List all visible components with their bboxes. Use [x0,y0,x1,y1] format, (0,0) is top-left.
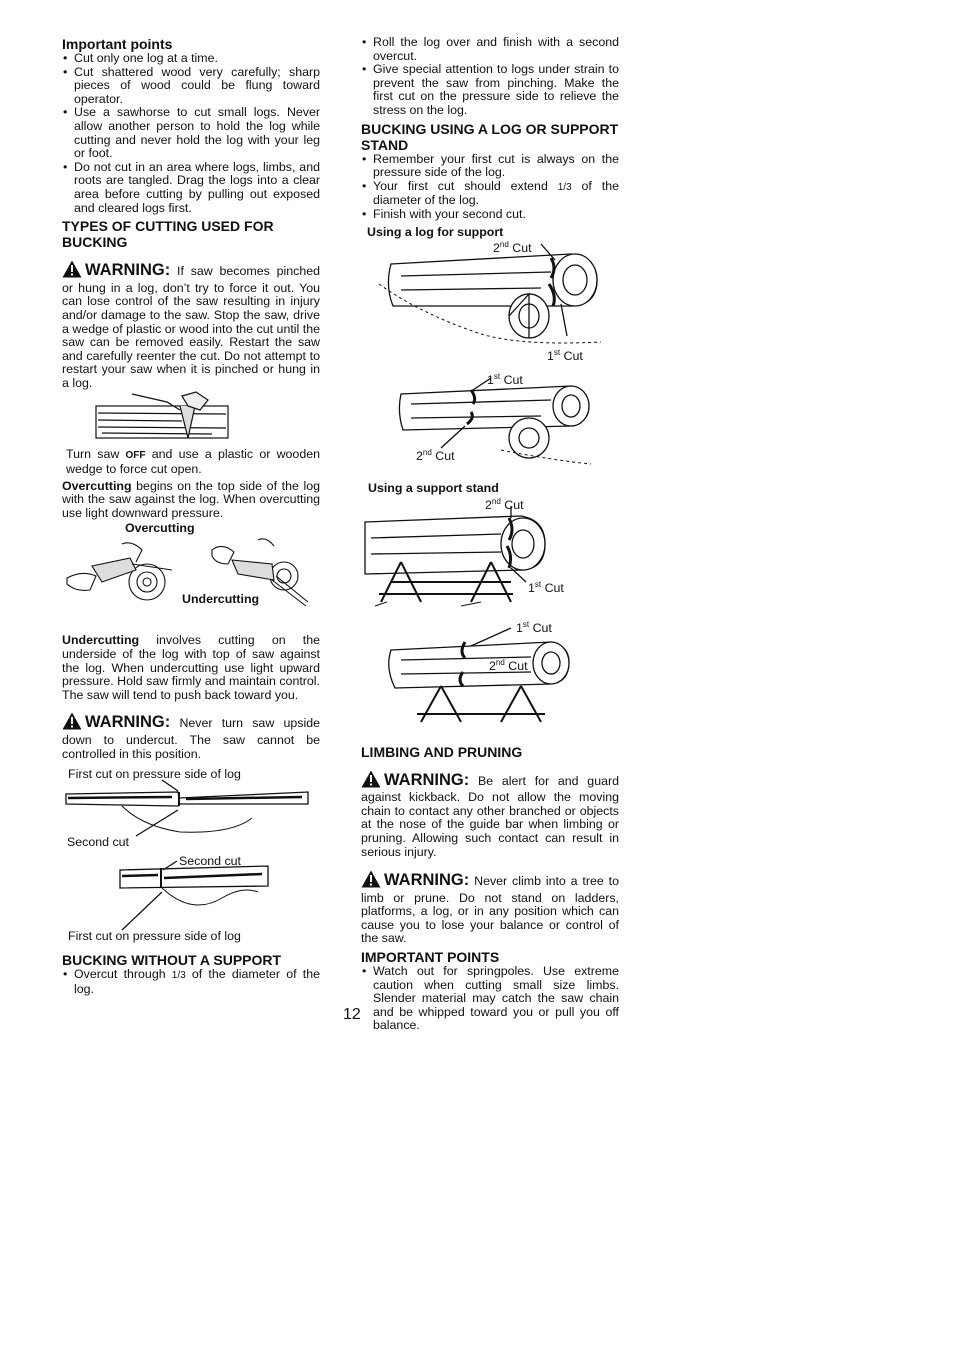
right-column [361,36,619,1033]
second-cut-label: 2nd Cut [485,496,524,512]
list-item: • Use a sawhorse to cut small logs. Never allow another person to hold the log while cutting and never hold the log with your leg or foot. [62,106,320,160]
list-item: • Remember your first cut is always on the pressure side of the log. [361,153,619,180]
list-item: • Your first cut should extend 1/3 of the diameter of the log. [361,180,619,208]
warning-triangle-icon [361,870,381,892]
undercutting-paragraph: Undercutting involves cutting on the underside of the log with top of saw against the log. When undercutting use light upward pressure. Hold saw firmly and maintain control. The saw will tend to push back toward you. [62,633,320,702]
left-column [62,36,320,996]
support-stand-label: Using a support stand [368,480,499,495]
page-number: 12 [343,1006,361,1023]
first-cut-label: 1st Cut [487,371,523,387]
warning-upside-down: WARNING: Never turn saw upside down to undercut. The saw cannot be controlled in this position. [62,713,320,761]
log-support-label: Using a log for support [367,224,504,239]
pressure-side-illustration [62,766,320,950]
overcutting-undercutting-illustration [62,520,320,632]
overcutting-paragraph: Overcutting begins on the top side of the log with the saw against the log. When overcutting use light downward pressure. [62,478,320,520]
second-cut-label: 2nd Cut [416,447,455,463]
overcutting-label: Overcutting [125,521,195,536]
first-cut-label: 1st Cut [516,619,552,635]
list-item: • Roll the log over and finish with a second overcut. [361,36,619,63]
first-cut-label: 1st Cut [528,579,564,595]
wedge-caption: Turn saw OFF and use a plastic or wooden wedge to force cut open. [66,447,320,477]
second-cut-label: 2nd Cut [493,239,532,255]
types-of-cutting-heading: TYPES OF CUTTING USED FOR BUCKING [62,218,274,251]
list-item: • Cut only one log at a time. [62,52,320,66]
first-cut-label: 1st Cut [547,347,583,363]
second-cut-label-top: Second cut [67,835,129,850]
list-item: • Watch out for springpoles. Use extreme caution when cutting small size limbs. Slender material may catch the saw chain and be whipped toward you or pull you off balance. [361,965,619,1033]
log-support-illustration [361,224,619,482]
support-stand-list [361,153,619,222]
warning-pinched: WARNING: If saw becomes pinched or hung in a log, don’t try to force it out. You can lose control of the saw resulting in injury and/or damage to the saw. Stop the saw, drive a wedge of plastic or wood into the cut until the saw can be removed easily. Restart the saw and carefully reenter the cut. Do not attempt to restart your saw when it is pinched or hung in a log. [62,261,320,390]
list-item: • Give special attention to logs under strain to prevent the saw from pinching. Make the first cut on the pressure side to relieve the stress on the log. [361,63,619,117]
list-item: • Overcut through 1/3 of the diameter of the log. [62,968,320,996]
warning-kickback: WARNING: Be alert for and guard against kickback. Do not allow the moving chain to contact any other branched or objects at the nose of the guide bar when limbing or pruning. Allowing such contact can result in serious injury. [361,770,619,859]
limbing-pruning-heading: LIMBING AND PRUNING [361,743,523,760]
important-points-list [62,52,320,215]
overcut-list [361,36,619,118]
warning-triangle-icon [62,712,82,734]
bucking-support-stand-heading: BUCKING USING A LOG OR SUPPORT STAND [361,120,619,153]
warning-climb: WARNING: Never climb into a tree to limb or prune. Do not stand on ladders, platforms, a log, or in any position which can cause you to lose your balance or control of the saw. [361,871,619,946]
important-points-heading: Important points [62,36,173,52]
important-points-heading: IMPORTANT POINTS [361,949,500,966]
support-stand-illustration [361,482,619,744]
important-points-list [361,965,619,1033]
list-item: • Cut shattered wood very carefully; sharp pieces of wood could be flung toward operator. [62,66,320,107]
bucking-without-support-heading: BUCKING WITHOUT A SUPPORT [62,952,282,969]
warning-triangle-icon [361,770,381,792]
wedge-illustration [62,390,320,448]
first-cut-label-top: First cut on pressure side of log [68,767,241,782]
without-support-list [62,968,320,996]
second-cut-label-bottom: Second cut [179,854,241,869]
second-cut-label: 2nd Cut [489,657,528,673]
first-cut-label-bottom: First cut on pressure side of log [68,929,241,944]
undercutting-label: Undercutting [182,592,260,607]
list-item: • Finish with your second cut. [361,208,619,222]
warning-triangle-icon [62,260,82,282]
list-item: • Do not cut in an area where logs, limbs, and roots are tangled. Drag the logs into a clear area before cutting by pulling out exposed and cleared logs first. [62,161,320,215]
